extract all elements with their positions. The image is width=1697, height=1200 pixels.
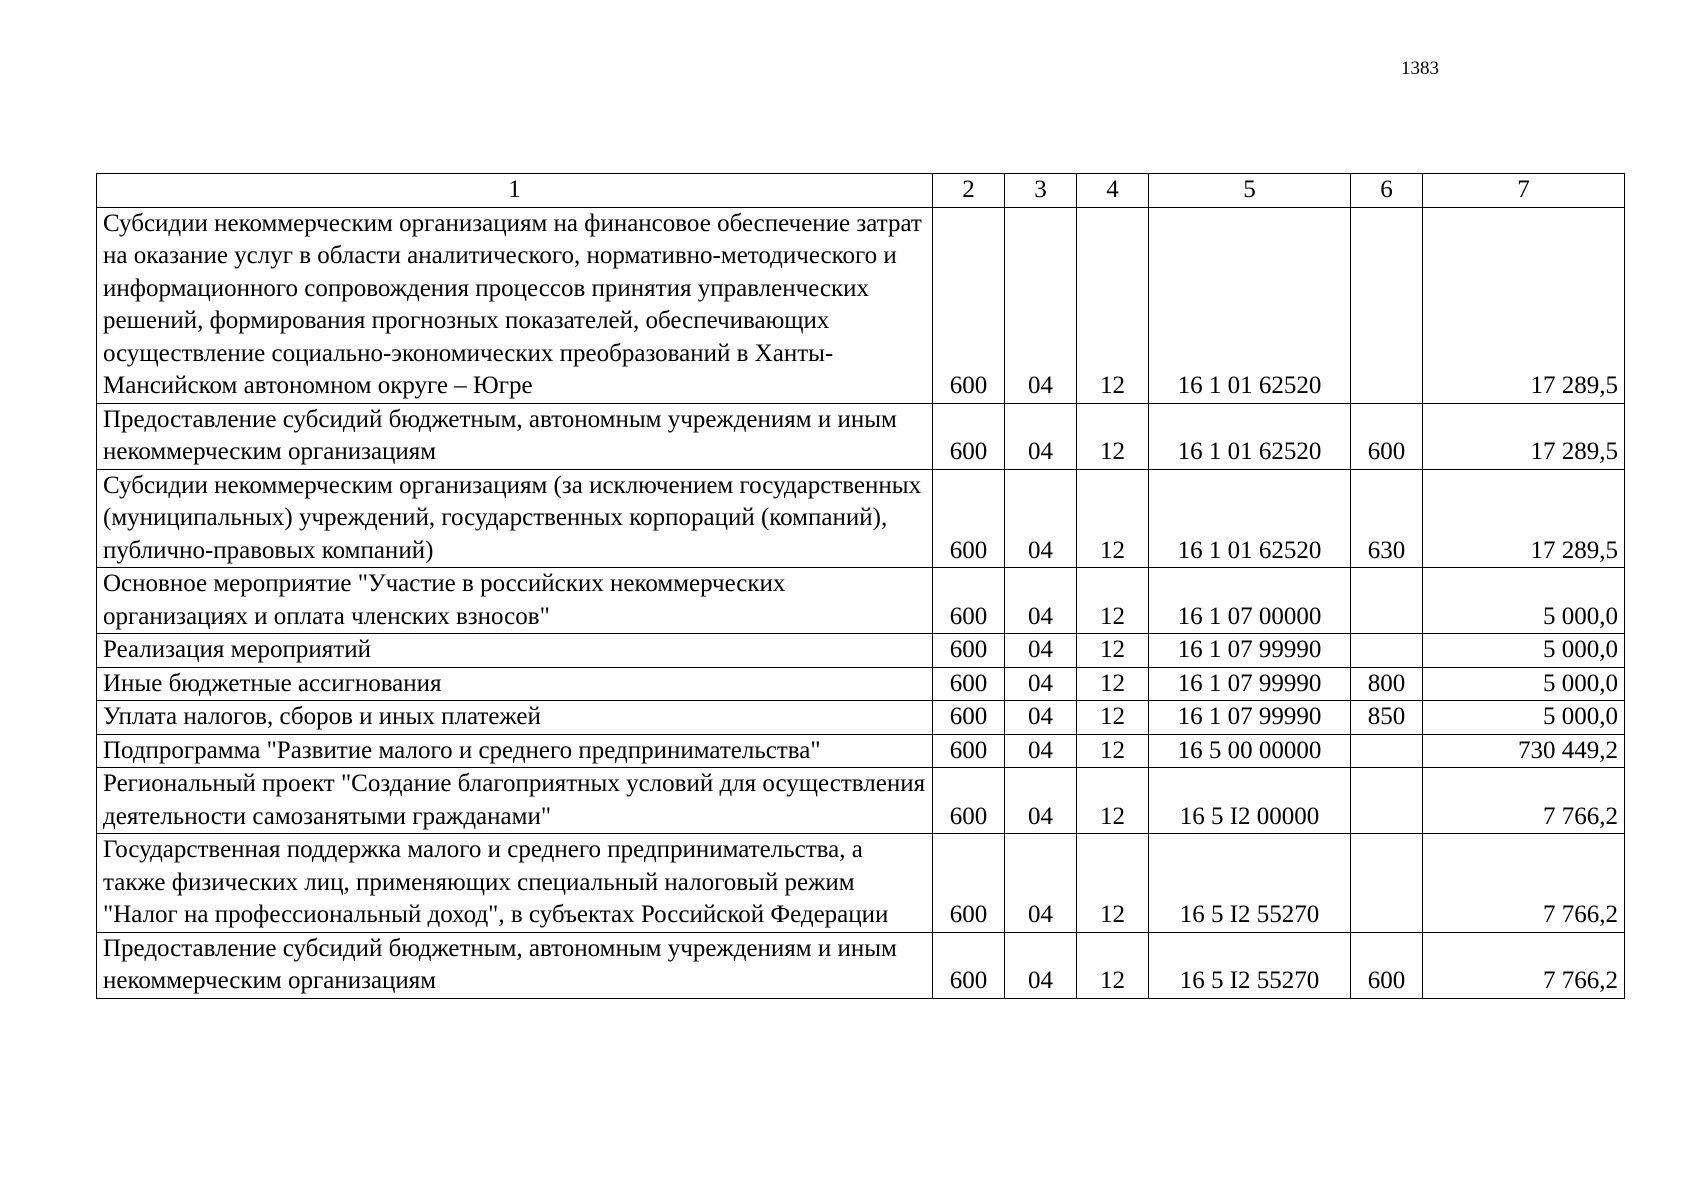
row-amount: 5 000,0 (1423, 568, 1625, 634)
row-code-5: 16 5 I2 55270 (1149, 932, 1351, 998)
row-amount: 17 289,5 (1423, 469, 1625, 568)
row-code-3: 04 (1005, 701, 1077, 735)
row-code-2: 600 (933, 768, 1005, 834)
row-code-3: 04 (1005, 667, 1077, 701)
row-code-4: 12 (1077, 834, 1149, 933)
row-code-5: 16 1 07 99990 (1149, 667, 1351, 701)
row-code-6 (1351, 734, 1423, 768)
row-code-6 (1351, 568, 1423, 634)
row-code-2: 600 (933, 932, 1005, 998)
row-code-4: 12 (1077, 207, 1149, 403)
row-code-3: 04 (1005, 768, 1077, 834)
row-code-4: 12 (1077, 634, 1149, 668)
row-code-2: 600 (933, 734, 1005, 768)
row-code-5: 16 1 07 00000 (1149, 568, 1351, 634)
row-code-5: 16 1 01 62520 (1149, 207, 1351, 403)
row-name: Предоставление субсидий бюджетным, автономным учреждениям и иным некоммерческим организациям (97, 932, 933, 998)
row-code-2: 600 (933, 207, 1005, 403)
table-row (97, 768, 1625, 834)
row-code-3: 04 (1005, 734, 1077, 768)
page-number: 1383 (1401, 58, 1439, 79)
row-code-3: 04 (1005, 207, 1077, 403)
row-code-3: 04 (1005, 932, 1077, 998)
table-row (97, 568, 1625, 634)
row-code-6: 630 (1351, 469, 1423, 568)
row-code-5: 16 1 07 99990 (1149, 701, 1351, 735)
row-code-5: 16 1 07 99990 (1149, 634, 1351, 668)
row-code-5: 16 5 00 00000 (1149, 734, 1351, 768)
row-name: Субсидии некоммерческим организациям на финансовое обеспечение затрат на оказание услуг в области аналитического, нормативно-методического и информационного сопровождения процессов принятия управленческих решений, формирования прогнозных показателей, обеспечивающих осуществление социально-экономических преобразований в Ханты-Мансийском автономном округе – Югре (97, 207, 933, 403)
row-name: Подпрограмма "Развитие малого и среднего предпринимательства" (97, 734, 933, 768)
row-name: Субсидии некоммерческим организациям (за исключением государственных (муниципальных) учреждений, государственных корпораций (компаний), публично-правовых компаний) (97, 469, 933, 568)
row-amount: 730 449,2 (1423, 734, 1625, 768)
row-name: Уплата налогов, сборов и иных платежей (97, 701, 933, 735)
table-row (97, 932, 1625, 998)
row-code-6 (1351, 768, 1423, 834)
row-code-4: 12 (1077, 568, 1149, 634)
table-row (97, 701, 1625, 735)
row-code-5: 16 5 I2 55270 (1149, 834, 1351, 933)
row-code-6 (1351, 634, 1423, 668)
table-header-row (97, 174, 1625, 208)
column-header-6: 6 (1351, 174, 1423, 208)
row-code-4: 12 (1077, 734, 1149, 768)
table-row (97, 667, 1625, 701)
row-code-3: 04 (1005, 469, 1077, 568)
row-code-5: 16 5 I2 00000 (1149, 768, 1351, 834)
row-code-6: 850 (1351, 701, 1423, 735)
row-amount: 5 000,0 (1423, 667, 1625, 701)
row-amount: 5 000,0 (1423, 634, 1625, 668)
column-header-3: 3 (1005, 174, 1077, 208)
budget-table (96, 173, 1625, 999)
row-code-4: 12 (1077, 932, 1149, 998)
row-code-6: 800 (1351, 667, 1423, 701)
row-code-6 (1351, 207, 1423, 403)
row-amount: 7 766,2 (1423, 932, 1625, 998)
row-code-6: 600 (1351, 403, 1423, 469)
row-code-2: 600 (933, 701, 1005, 735)
row-name: Предоставление субсидий бюджетным, автономным учреждениям и иным некоммерческим организациям (97, 403, 933, 469)
row-name: Реализация мероприятий (97, 634, 933, 668)
row-code-2: 600 (933, 834, 1005, 933)
row-code-4: 12 (1077, 701, 1149, 735)
row-name: Основное мероприятие "Участие в российских некоммерческих организациях и оплата членских взносов" (97, 568, 933, 634)
row-code-2: 600 (933, 667, 1005, 701)
row-code-2: 600 (933, 469, 1005, 568)
column-header-7: 7 (1423, 174, 1625, 208)
row-code-2: 600 (933, 403, 1005, 469)
row-amount: 17 289,5 (1423, 207, 1625, 403)
row-code-2: 600 (933, 568, 1005, 634)
row-code-5: 16 1 01 62520 (1149, 469, 1351, 568)
row-code-3: 04 (1005, 834, 1077, 933)
column-header-5: 5 (1149, 174, 1351, 208)
row-amount: 7 766,2 (1423, 834, 1625, 933)
row-code-5: 16 1 01 62520 (1149, 403, 1351, 469)
row-code-2: 600 (933, 634, 1005, 668)
row-name: Региональный проект "Создание благоприятных условий для осуществления деятельности самозанятыми гражданами" (97, 768, 933, 834)
row-code-3: 04 (1005, 634, 1077, 668)
row-amount: 7 766,2 (1423, 768, 1625, 834)
table-row (97, 469, 1625, 568)
row-name: Иные бюджетные ассигнования (97, 667, 933, 701)
row-code-4: 12 (1077, 469, 1149, 568)
table-row (97, 403, 1625, 469)
row-code-3: 04 (1005, 403, 1077, 469)
row-code-4: 12 (1077, 403, 1149, 469)
row-code-4: 12 (1077, 667, 1149, 701)
row-code-3: 04 (1005, 568, 1077, 634)
table-row (97, 634, 1625, 668)
row-name: Государственная поддержка малого и среднего предпринимательства, а также физических лиц, применяющих специальный налоговый режим "Налог на профессиональный доход", в субъектах Российской Федерации (97, 834, 933, 933)
table-row (97, 834, 1625, 933)
column-header-4: 4 (1077, 174, 1149, 208)
row-code-4: 12 (1077, 768, 1149, 834)
row-amount: 5 000,0 (1423, 701, 1625, 735)
table-row (97, 207, 1625, 403)
row-code-6: 600 (1351, 932, 1423, 998)
row-amount: 17 289,5 (1423, 403, 1625, 469)
table-row (97, 734, 1625, 768)
row-code-6 (1351, 834, 1423, 933)
column-header-1: 1 (97, 174, 933, 208)
column-header-2: 2 (933, 174, 1005, 208)
